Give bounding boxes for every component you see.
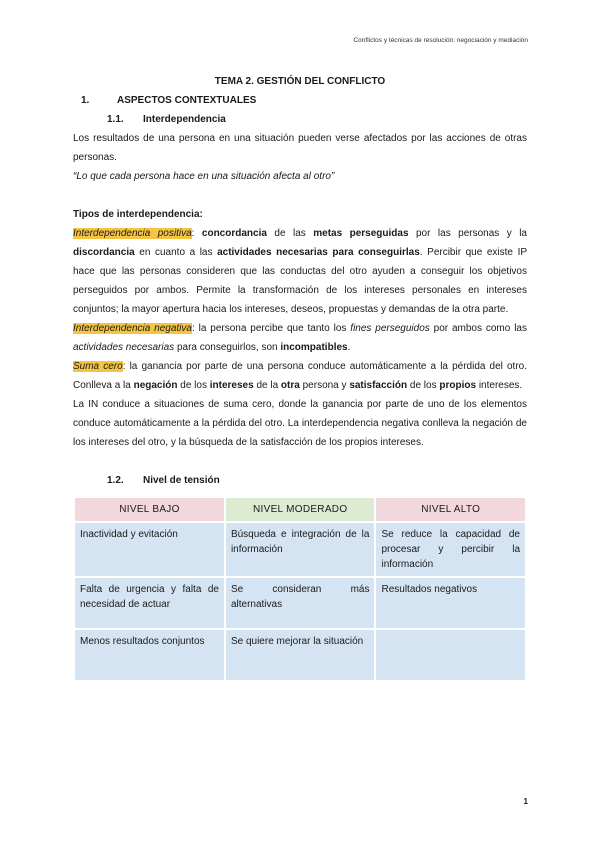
table-cell: Resultados negativos: [375, 577, 526, 629]
bold-text: intereses: [209, 380, 254, 391]
text: de las: [274, 228, 306, 239]
subsection-number: 1.2.: [107, 475, 124, 486]
page-content: [73, 72, 527, 682]
table-cell: Inactividad y evitación: [74, 522, 225, 577]
header-moderate-level: NIVEL MODERADO: [225, 497, 376, 522]
negative-interdependence-paragraph: [73, 319, 527, 357]
section-label: ASPECTOS CONTEXTUALES: [117, 95, 257, 106]
intro-paragraph: Los resultados de una persona en una situación pueden verse afectados por las acciones de otras personas.: [73, 133, 527, 163]
bold-text: metas perseguidas: [313, 228, 409, 239]
conclusion-paragraph: La IN conduce a situaciones de suma cero, donde la ganancia por parte de uno de los elementos conduce automáticamente a la pérdida del otro. La interdependencia negativa conlleva la negación de los intereses del otro, y la búsqueda de la satisfacción de los propios intereses.: [73, 399, 527, 448]
quote: “Lo que cada persona hace en una situación afecta al otro”: [73, 171, 335, 182]
table-cell: Se consideran más alternativas: [225, 577, 376, 629]
italic-text: actividades necesarias: [73, 342, 175, 353]
table-header-row: [74, 497, 526, 522]
subsection-heading-tension: [73, 471, 527, 490]
text: en cuanto a las: [139, 247, 213, 258]
types-heading: Tipos de interdependencia:: [73, 209, 203, 220]
bold-text: concordancia: [201, 228, 267, 239]
text: por ambos como las: [433, 323, 527, 334]
highlight-positive-term: Interdependencia positiva: [73, 228, 192, 239]
text: : la ganancia por parte de una persona conduce automáticamente a la pérdida del otro. Conlleva a la: [73, 361, 527, 391]
table-cell: [375, 629, 526, 681]
text: para conseguirlos, son: [176, 342, 278, 353]
highlight-zero-sum-term: Suma cero: [73, 361, 123, 372]
subsection-number: 1.1.: [107, 114, 124, 125]
section-heading: [73, 91, 527, 110]
table-row: [74, 522, 526, 577]
positive-interdependence-paragraph: [73, 224, 527, 319]
bold-text: actividades necesarias para conseguirlas: [217, 247, 420, 258]
text: de la: [256, 380, 279, 391]
text: :: [191, 228, 195, 239]
bold-text: incompatibles: [280, 342, 348, 353]
text: por las personas y la: [416, 228, 527, 239]
table-cell: Se quiere mejorar la situación: [225, 629, 376, 681]
italic-text: fines perseguidos: [350, 323, 430, 334]
zero-sum-paragraph: [73, 357, 527, 395]
subsection-label: Interdependencia: [143, 114, 226, 125]
text: intereses.: [478, 380, 523, 391]
table-cell: Menos resultados conjuntos: [74, 629, 225, 681]
text: .: [347, 342, 351, 353]
highlight-negative-term: Interdependencia negativa: [73, 323, 192, 334]
subsection-heading-interdependence: [73, 110, 527, 129]
text: persona y: [302, 380, 347, 391]
bold-text: negación: [133, 380, 178, 391]
document-title: TEMA 2. GESTIÓN DEL CONFLICTO: [214, 76, 386, 87]
table-cell: Falta de urgencia y falta de necesidad de actuar: [74, 577, 225, 629]
text: de los: [180, 380, 207, 391]
text: . Percibir que existe IP hace que las personas consideren que las conductas del otro ayuden a conseguir los objetivos perseguidos por ambos. Permite la transformación de los intereses personales en intereses conjuntos; la mayor apertura hacia los intereses, deseos, propuestas y demandas de la otra parte.: [73, 247, 528, 315]
header-low-level: NIVEL BAJO: [74, 497, 225, 522]
table-row: [74, 577, 526, 629]
text: de los: [409, 380, 437, 391]
bold-text: otra: [280, 380, 300, 391]
section-number: 1.: [81, 95, 90, 106]
bold-text: satisfacción: [349, 380, 408, 391]
bold-text: propios: [439, 380, 477, 391]
table-cell: Se reduce la capacidad de procesar y percibir la información: [375, 522, 526, 577]
table-cell: Búsqueda e integración de la información: [225, 522, 376, 577]
table-row: [74, 629, 526, 681]
tension-level-table: [73, 496, 527, 682]
bold-text: discordancia: [73, 247, 135, 258]
page-number: 1: [523, 797, 528, 806]
header-high-level: NIVEL ALTO: [375, 497, 526, 522]
text: : la persona percibe que tanto los: [191, 323, 347, 334]
running-header: Conflictos y técnicas de resolución: negociación y mediación: [353, 37, 528, 44]
subsection-label: Nivel de tensión: [143, 475, 220, 486]
